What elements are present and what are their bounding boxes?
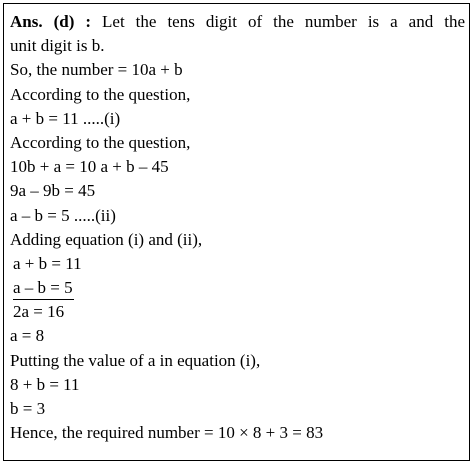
sum-result: 2a = 16 xyxy=(13,302,65,322)
sum-bottom: a – b = 5 xyxy=(13,277,74,300)
number-expression: So, the number = 10a + b xyxy=(10,60,183,80)
sum-bottom-row xyxy=(10,276,465,300)
answer-label: Ans. (d) : xyxy=(10,12,92,31)
solution-box xyxy=(3,3,470,461)
according-line-2: According to the question, xyxy=(10,132,191,152)
equation-simplified: 9a – 9b = 45 xyxy=(10,181,96,201)
equation-i: a + b = 11 .....(i) xyxy=(10,108,121,128)
value-a: a = 8 xyxy=(10,326,45,346)
intro-text-2: unit digit is b. xyxy=(10,36,105,56)
adding-line: Adding equation (i) and (ii), xyxy=(10,229,203,249)
sum-top: a + b = 11 xyxy=(13,253,82,273)
substitution: 8 + b = 11 xyxy=(10,374,80,394)
according-line-1: According to the question, xyxy=(10,84,191,104)
putting-line: Putting the value of a in equation (i), xyxy=(10,350,261,370)
final-answer: Hence, the required number = 10 × 8 + 3 = 83 xyxy=(10,423,324,443)
equation-ii: a – b = 5 .....(ii) xyxy=(10,205,116,225)
intro-text-1: Let the tens digit of the number is a and the xyxy=(102,12,465,31)
value-b: b = 3 xyxy=(10,399,46,419)
equation-reversed: 10b + a = 10 a + b – 45 xyxy=(10,157,169,177)
intro-line xyxy=(10,10,465,34)
